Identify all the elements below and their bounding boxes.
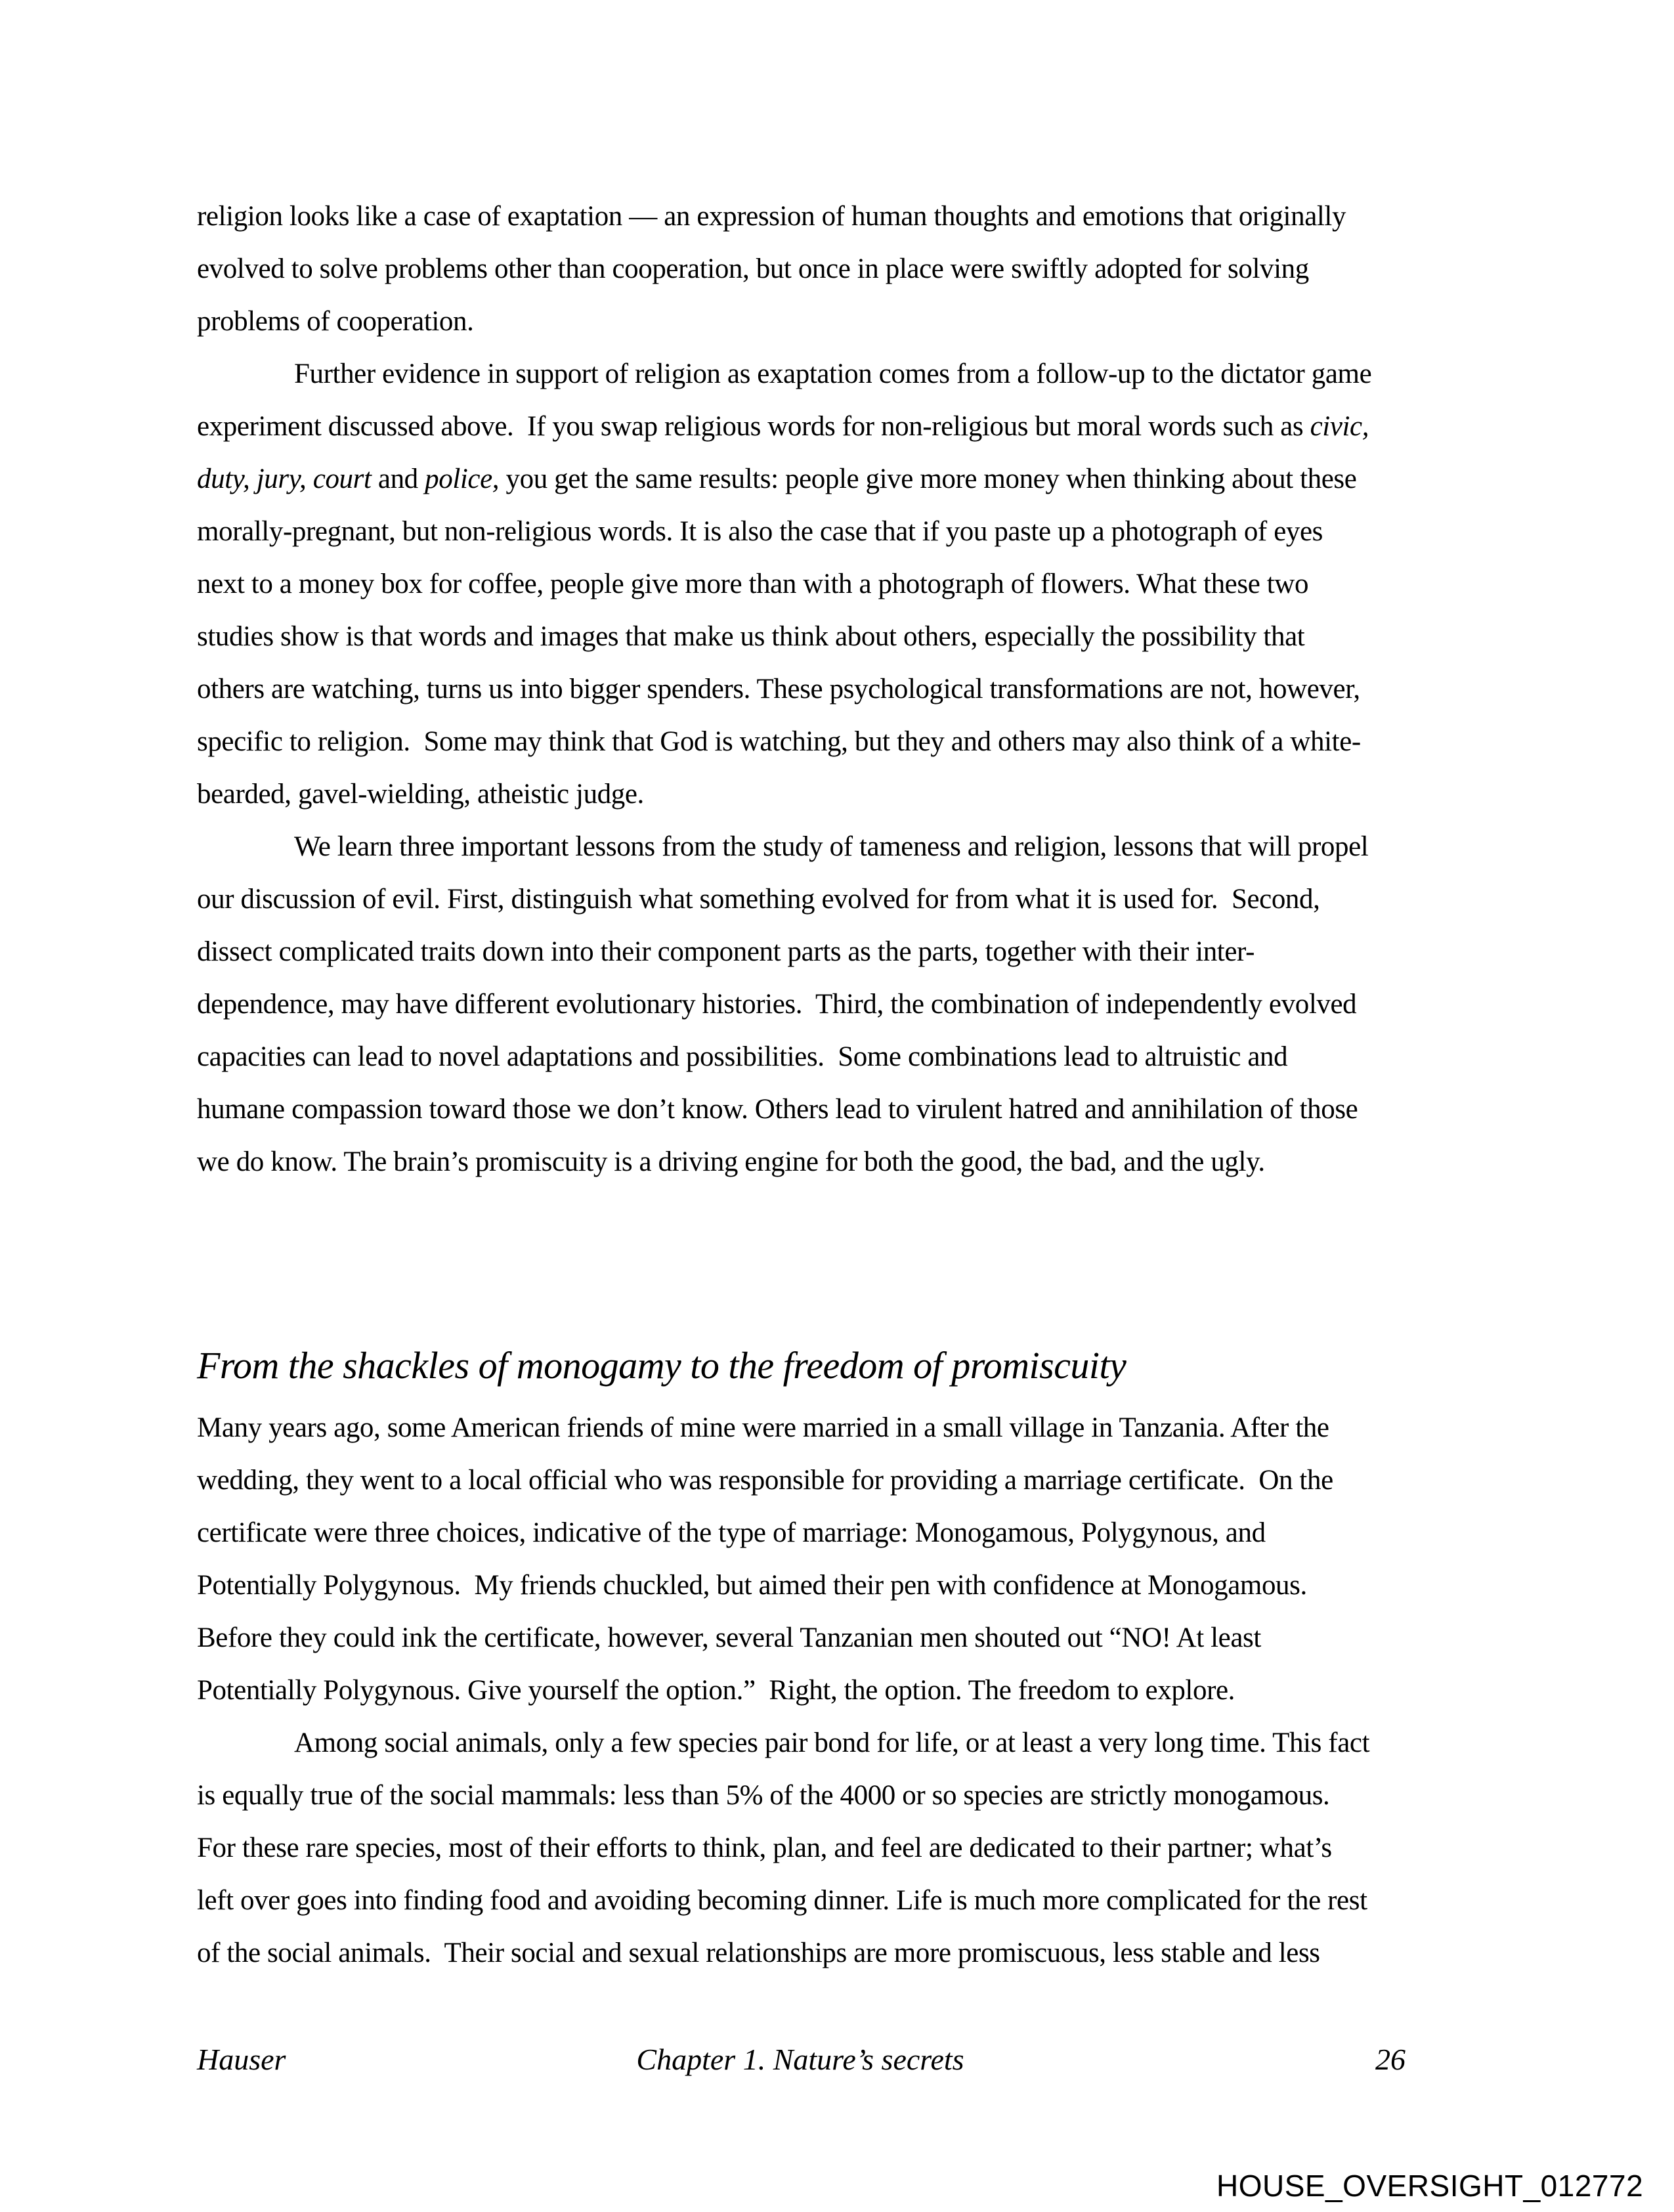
- text-line: dependence, may have different evolutionary histories. Third, the combination of independently evolved: [197, 989, 1357, 1020]
- text-line: is equally true of the social mammals: less than 5% of the 4000 or so species are strictly monogamous.: [197, 1780, 1330, 1811]
- body-text-lower: [197, 1402, 1595, 1980]
- text-line: capacities can lead to novel adaptations and possibilities. Some combinations lead to altruistic and: [197, 1041, 1288, 1072]
- bates-stamp: HOUSE_OVERSIGHT_012772: [1216, 2169, 1644, 2203]
- text-line: [197, 401, 1595, 453]
- italic-text-segment: civic,: [1310, 411, 1369, 442]
- text-line: certificate were three choices, indicative of the type of marriage: Monogamous, Polygynous, and: [197, 1517, 1266, 1548]
- text-line: humane compassion toward those we don’t know. Others lead to virulent hatred and annihilation of those: [197, 1094, 1358, 1125]
- text-line: dissect complicated traits down into their component parts as the parts, together with their inter-: [197, 936, 1255, 967]
- text-line: [197, 453, 1595, 506]
- text-line: we do know. The brain’s promiscuity is a driving engine for both the good, the bad, and the ugly.: [197, 1146, 1265, 1177]
- footer-chapter-title: Chapter 1. Nature’s secrets: [636, 2043, 964, 2076]
- text-segment: experiment discussed above. If you swap religious words for non-religious but moral words such as: [197, 411, 1310, 442]
- italic-text-segment: duty, jury, court: [197, 464, 372, 494]
- text-line: Among social animals, only a few species pair bond for life, or at least a very long time. This fact: [294, 1727, 1370, 1758]
- footer-page-number: 26: [1375, 2043, 1406, 2076]
- body-text-upper: [197, 190, 1595, 1188]
- text-line: specific to religion. Some may think that God is watching, but they and others may also think of a white-: [197, 726, 1361, 757]
- text-line: our discussion of evil. First, distinguish what something evolved for from what it is used for. Second,: [197, 884, 1320, 915]
- text-line: Further evidence in support of religion as exaptation comes from a follow-up to the dictator game: [294, 358, 1372, 389]
- text-line: morally-pregnant, but non-religious words. It is also the case that if you paste up a photograph of eyes: [197, 516, 1323, 547]
- text-line: Potentially Polygynous. Give yourself the option.” Right, the option. The freedom to explore.: [197, 1675, 1235, 1706]
- text-line: We learn three important lessons from the study of tameness and religion, lessons that will propel: [294, 831, 1369, 862]
- text-segment: and: [371, 464, 425, 494]
- text-line: others are watching, turns us into bigger spenders. These psychological transformations are not, however,: [197, 674, 1360, 705]
- text-line: studies show is that words and images that make us think about others, especially the possibility that: [197, 621, 1305, 652]
- text-line: Before they could ink the certificate, however, several Tanzanian men shouted out “NO! At least: [197, 1622, 1261, 1653]
- text-line: next to a money box for coffee, people give more than with a photograph of flowers. What these two: [197, 569, 1309, 599]
- page-footer: [0, 2040, 1674, 2079]
- text-line: bearded, gavel-wielding, atheistic judge.: [197, 779, 644, 810]
- text-line: religion looks like a case of exaptation — an expression of human thoughts and emotions that originally: [197, 201, 1346, 232]
- italic-text-segment: police,: [425, 464, 500, 494]
- text-line: problems of cooperation.: [197, 306, 474, 337]
- footer-author: Hauser: [197, 2043, 286, 2076]
- text-line: of the social animals. Their social and sexual relationships are more promiscuous, less stable and less: [197, 1938, 1320, 1968]
- text-line: Potentially Polygynous. My friends chuckled, but aimed their pen with confidence at Monogamous.: [197, 1570, 1307, 1601]
- text-line: For these rare species, most of their efforts to think, plan, and feel are dedicated to their partner; what’s: [197, 1832, 1332, 1863]
- text-line: Many years ago, some American friends of mine were married in a small village in Tanzania. After the: [197, 1412, 1329, 1443]
- text-line: wedding, they went to a local official who was responsible for providing a marriage certificate. On the: [197, 1465, 1333, 1496]
- text-line: left over goes into finding food and avoiding becoming dinner. Life is much more complicated for the rest: [197, 1885, 1367, 1916]
- text-line: evolved to solve problems other than cooperation, but once in place were swiftly adopted for solving: [197, 253, 1309, 284]
- section-heading: From the shackles of monogamy to the freedom of promiscuity: [197, 1344, 1127, 1387]
- text-segment: you get the same results: people give more money when thinking about these: [499, 464, 1357, 494]
